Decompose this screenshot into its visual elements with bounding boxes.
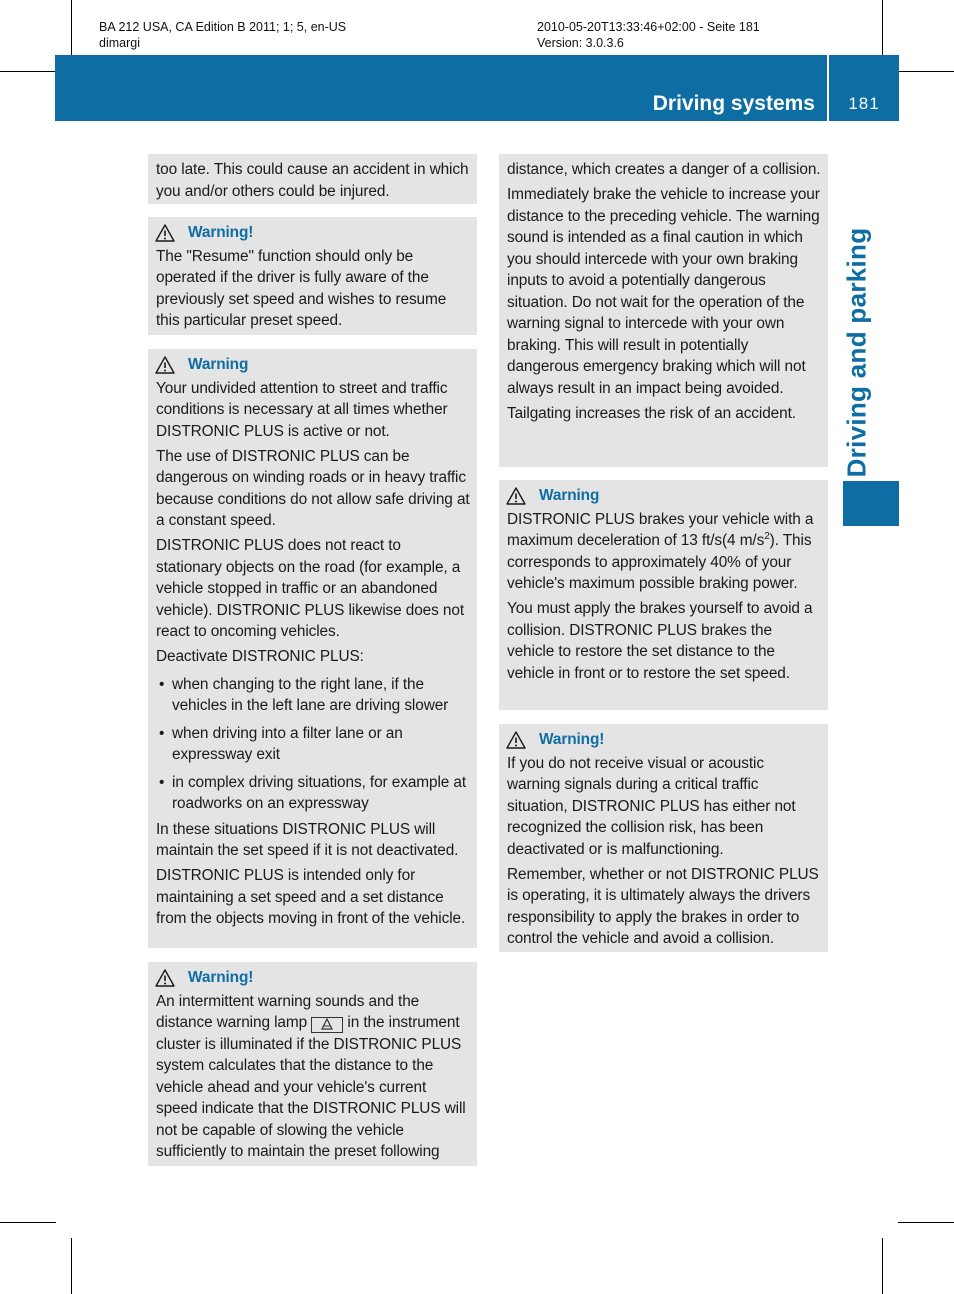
warning-attention [148,349,477,948]
page-number: 181 [848,94,880,113]
warning-signals [499,724,828,952]
warning-heading [507,729,821,751]
paragraph: Deactivate DISTRONIC PLUS: [156,648,364,665]
warning-distance-lamp [148,962,477,1166]
meta-edition: BA 212 USA, CA Edition B 2011; 1; 5, en-US [99,20,347,34]
list-item-text: when changing to the right lane, if the vehicles in the left lane are driving slower [172,675,449,714]
list-item [156,674,470,717]
warning-heading [507,485,821,507]
list-item [156,723,470,766]
list-item-text: in complex driving situations, for example at roadworks on an expressway [172,773,467,812]
side-tab-marker [843,481,899,526]
warning-triangle-icon [506,487,526,505]
meta-timestamp: 2010-05-20T13:33:46+02:00 - Seite 181 [537,20,760,34]
paragraph: DISTRONIC PLUS does not react to stationary objects on the road (for example, a vehicle stopped in traffic or an abandoned vehicle). DISTRONIC PLUS likewise does not react to oncoming vehicles. [156,537,464,640]
paragraph: Remember, whether or not DISTRONIC PLUS is operating, it is ultimately always the drivers responsibility to apply the brakes in order to control the vehicle and avoid a collision. [507,865,819,947]
paragraph: Tailgating increases the risk of an accident. [507,404,796,422]
paragraph: Your undivided attention to street and traffic conditions is necessary at all times whether DISTRONIC PLUS is active or not. [156,379,448,440]
warning-deceleration [499,480,828,710]
side-tab-text: Driving and parking [841,227,872,477]
text-segment: in the instrument cluster is illuminated if the DISTRONIC PLUS system calculates that the distance to the vehicle ahead and your vehicle's current speed indicate that the DISTRONIC PLUS will not be capable of slowing the vehicle sufficiently to maintain the preset following [156,1014,466,1160]
paragraph: too late. This could cause an accident in which you and/or others could be injured. [156,161,469,200]
crop-mark [0,71,56,72]
crop-mark [898,1222,954,1223]
warning-heading-text: Warning! [188,969,254,986]
paragraph: If you do not receive visual or acoustic warning signals during a critical traffic situation, DISTRONIC PLUS has either not recognized the collision risk, has been deactivated or is malfunctioning. [507,754,796,858]
warning-heading-text: Warning [539,487,600,504]
text-segment: DISTRONIC PLUS brakes your vehicle with a maximum deceleration of 13 ft/s(4 m/s [507,510,814,549]
paragraph: Immediately brake the vehicle to increase your distance to the preceding vehicle. The warning sound is intended as a final caution in which you should intercede with your own braking inputs to avoid a potentially dangerous situation. Do not wait for the operation of the warning signal to intercede with your own braking. This will result in potentially dangerous emergency braking which will not always result in an impact being avoided. [507,186,820,397]
left-box-continuation [148,154,477,204]
warning-triangle-icon [506,731,526,749]
warning-resume [148,217,477,335]
warning-heading-text: Warning! [539,731,605,748]
paragraph: You must apply the brakes yourself to avoid a collision. DISTRONIC PLUS brakes the vehicle to restore the set distance to the vehicle in front or to restore the set speed. [507,600,813,682]
crop-mark [71,1238,72,1294]
warning-heading-text: Warning [188,356,249,373]
print-meta-right [537,19,760,51]
paragraph [156,991,470,1163]
bullet: • [159,773,165,791]
list-item [156,772,470,815]
right-box-continuation [499,154,828,467]
superscript: 2 [764,530,770,542]
print-meta-left [99,19,346,51]
section-title: Driving systems [652,92,815,115]
paragraph: The use of DISTRONIC PLUS can be dangerous on winding roads or in heavy traffic because conditions do not allow safe driving at a constant speed. [156,447,470,529]
bullet: • [159,724,165,742]
bullet: • [159,675,165,693]
distance-warning-lamp-icon [311,1017,343,1033]
crop-mark [0,1222,56,1223]
warning-heading [156,222,470,244]
crop-mark [882,0,883,56]
crop-mark [71,0,72,56]
meta-author: dimargi [99,36,140,50]
text-segment: ). This corresponds to approximately 40% of your vehicle's maximum possible braking power. [507,532,812,592]
warning-triangle-icon [155,224,175,242]
crop-mark [898,71,954,72]
text-segment: An intermittent warning sounds and the distance warning lamp [156,992,420,1031]
side-tab-label [822,227,892,477]
paragraph: distance, which creates a danger of a collision. [507,161,821,178]
crop-mark [882,1238,883,1294]
paragraph: In these situations DISTRONIC PLUS will maintain the set speed if it is not deactivated. [156,820,459,859]
list-item-text: when driving into a filter lane or an expressway exit [172,724,403,763]
warning-triangle-icon [155,969,175,987]
warning-triangle-icon [155,356,175,374]
warning-heading-text: Warning! [188,224,254,241]
header-bar [55,55,899,121]
paragraph: The "Resume" function should only be operated if the driver is fully aware of the previously set speed and wishes to resume this particular preset speed. [156,247,447,329]
warning-heading [156,967,470,989]
meta-version: Version: 3.0.3.6 [537,36,624,50]
paragraph [507,509,821,595]
warning-heading [156,354,470,376]
paragraph: DISTRONIC PLUS is intended only for maintaining a set speed and a set distance from the objects moving in front of the vehicle. [156,867,466,927]
